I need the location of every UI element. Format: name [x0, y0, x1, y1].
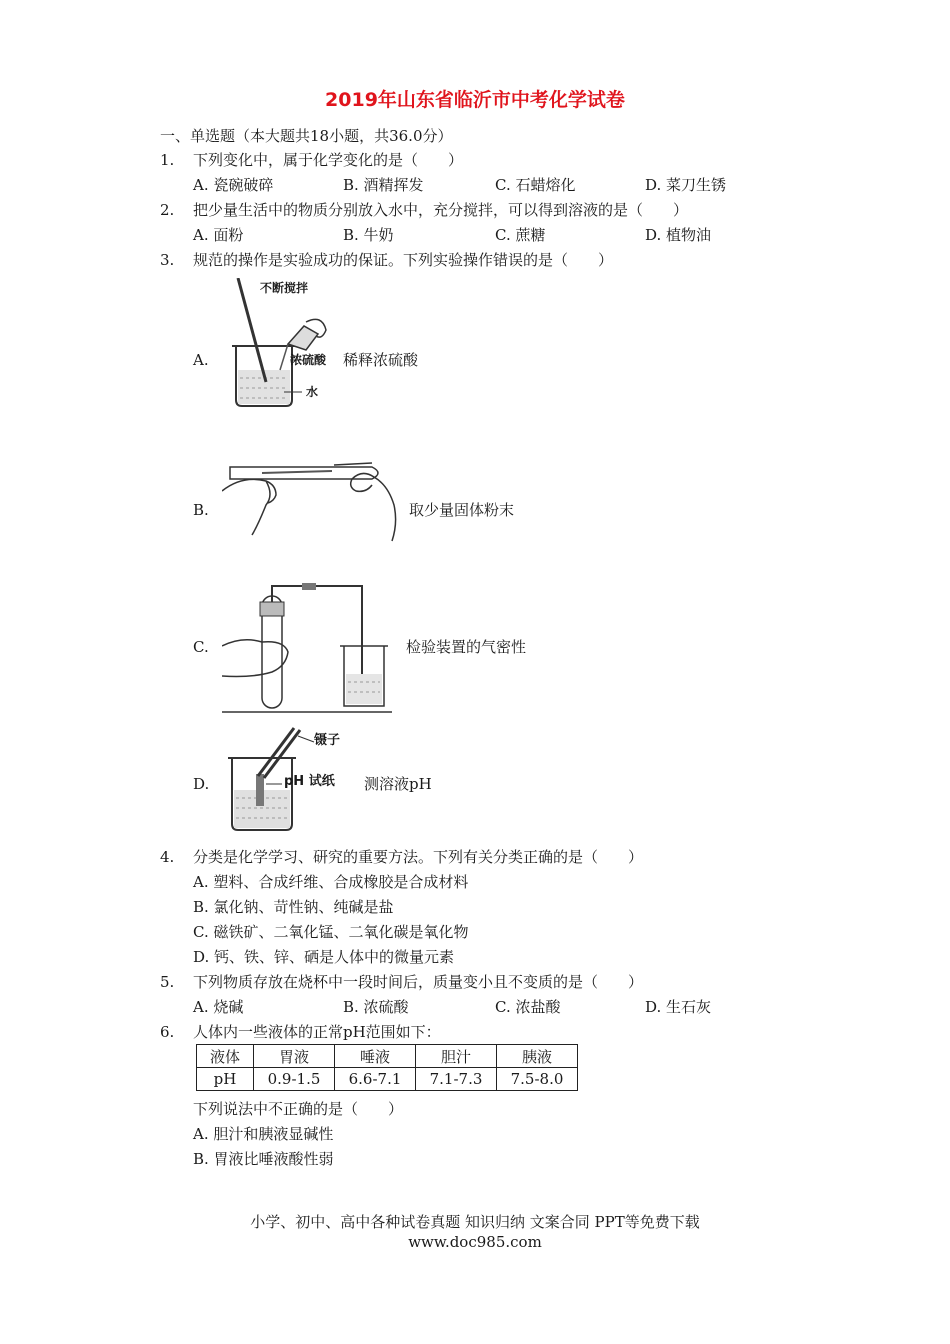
table-cell: 胃液 — [254, 1045, 335, 1068]
option-a: A. 塑料、合成纤维、合成橡胶是合成材料 — [193, 873, 469, 891]
question-number: 1. — [160, 151, 175, 169]
table-row — [197, 1068, 578, 1091]
option-c: C. 磁铁矿、二氧化锰、二氧化碳是氧化物 — [193, 923, 469, 941]
option-c-caption: 检验装置的气密性 — [406, 638, 527, 656]
option-c: C. 蔗糖 — [495, 226, 546, 244]
question-text: 人体内一些液体的正常pH范围如下： — [193, 1023, 441, 1041]
table-cell: pH — [197, 1068, 254, 1091]
table-cell: 7.1-7.3 — [416, 1068, 497, 1091]
option-d: D. 菜刀生锈 — [645, 176, 727, 194]
option-a-caption: 稀释浓硫酸 — [343, 351, 419, 369]
question-text: 下列物质存放在烧杯中一段时间后，质量变小且不变质的是（ ） — [193, 973, 644, 991]
option-d-caption: 测溶液pH — [364, 775, 432, 793]
question-number: 2. — [160, 201, 175, 219]
option-c: C. 石蜡熔化 — [495, 176, 576, 194]
option-d: D. 植物油 — [645, 226, 712, 244]
table-cell: 6.6-7.1 — [335, 1068, 416, 1091]
table-cell: 0.9-1.5 — [254, 1068, 335, 1091]
question-number: 6. — [160, 1023, 175, 1041]
option-a: A. 瓷碗破碎 — [193, 176, 274, 194]
footer-url[interactable]: www.doc985.com — [408, 1233, 542, 1251]
option-c-letter: C. — [193, 638, 209, 656]
question-number: 5. — [160, 973, 175, 991]
option-b: B. 酒精挥发 — [343, 176, 424, 194]
question-number: 4. — [160, 848, 175, 866]
option-a: A. 面粉 — [193, 226, 244, 244]
table-cell: 胰液 — [497, 1045, 578, 1068]
figure-label: 镊子 — [314, 733, 341, 748]
table-cell: 7.5-8.0 — [497, 1068, 578, 1091]
question-text: 把少量生活中的物质分别放入水中，充分搅拌，可以得到溶液的是（ ） — [193, 201, 689, 219]
option-b-caption: 取少量固体粉末 — [409, 501, 515, 519]
question-text: 分类是化学学习、研究的重要方法。下列有关分类正确的是（ ） — [193, 848, 644, 866]
option-b: B. 胃液比唾液酸性弱 — [193, 1150, 334, 1168]
table-header-row — [197, 1045, 578, 1068]
option-a: A. 烧碱 — [193, 998, 244, 1016]
figure-label: pH 试纸 — [284, 774, 335, 789]
question-text: 规范的操作是实验成功的保证。下列实验操作错误的是（ ） — [193, 251, 614, 269]
option-a: A. 胆汁和胰液显碱性 — [193, 1125, 334, 1143]
table-cell: 唾液 — [335, 1045, 416, 1068]
section-heading: 一、单选题（本大题共18小题，共36.0分） — [160, 127, 453, 145]
table-cell: 液体 — [197, 1045, 254, 1068]
question-text: 下列变化中，属于化学变化的是（ ） — [193, 151, 464, 169]
option-a-letter: A. — [193, 351, 209, 369]
footer-ad-text: 小学、初中、高中各种试卷真题 知识归纳 文案合同 PPT等免费下载 — [250, 1213, 700, 1231]
option-b: B. 氯化钠、苛性钠、纯碱是盐 — [193, 898, 394, 916]
option-b-letter: B. — [193, 501, 209, 519]
ph-table — [196, 1044, 578, 1091]
figure-label: 水 — [306, 385, 319, 399]
figure-label: 不断搅拌 — [260, 281, 309, 295]
option-d: D. 生石灰 — [645, 998, 712, 1016]
test-tube-powder-figure — [222, 455, 402, 545]
exam-title: 2019年山东省临沂市中考化学试卷 — [325, 89, 625, 111]
option-d: D. 钙、铁、锌、硒是人体中的微量元素 — [193, 948, 455, 966]
figure-label: 浓硫酸 — [290, 353, 327, 367]
option-d-letter: D. — [193, 775, 210, 793]
option-b: B. 牛奶 — [343, 226, 394, 244]
question-subtext: 下列说法中不正确的是（ ） — [193, 1100, 404, 1118]
airtightness-figure — [222, 582, 402, 714]
option-c: C. 浓盐酸 — [495, 998, 561, 1016]
table-cell: 胆汁 — [416, 1045, 497, 1068]
question-number: 3. — [160, 251, 175, 269]
option-b: B. 浓硫酸 — [343, 998, 409, 1016]
